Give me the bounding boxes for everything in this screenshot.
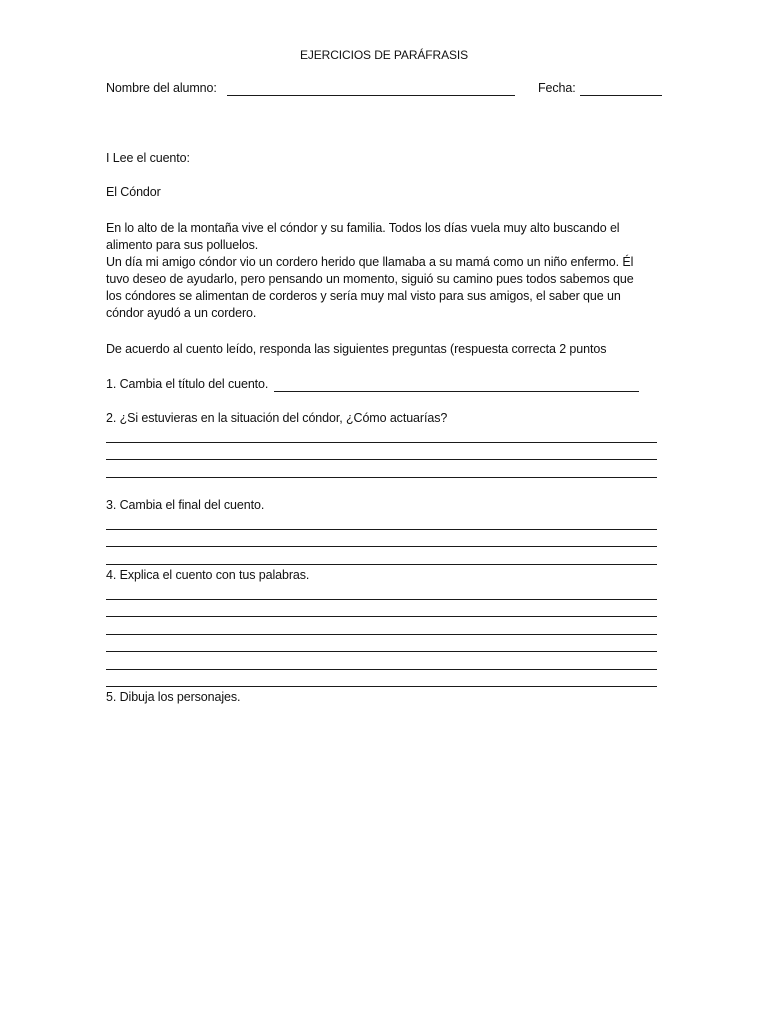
answer-line-q3[interactable] xyxy=(106,529,657,530)
story-line: cóndor ayudó a un cordero. xyxy=(106,306,257,320)
story-line: tuvo deseo de ayudarlo, pero pensando un momento, siguió su camino pues todos sabemos que xyxy=(106,272,634,286)
answer-line-q1[interactable] xyxy=(274,391,639,392)
story-body xyxy=(106,220,666,322)
answer-line-q2[interactable] xyxy=(106,477,657,478)
student-name-field[interactable] xyxy=(227,95,515,96)
answer-line-q4[interactable] xyxy=(106,616,657,617)
question-2: 2. ¿Si estuvieras en la situación del cóndor, ¿Cómo actuarías? xyxy=(106,411,448,425)
instructions: De acuerdo al cuento leído, responda las siguientes preguntas (respuesta correcta 2 puntos xyxy=(106,342,607,356)
story-line: En lo alto de la montaña vive el cóndor y su familia. Todos los días vuela muy alto buscando el xyxy=(106,221,620,235)
story-line: los cóndores se alimentan de corderos y sería muy mal visto para sus amigos, el saber que un xyxy=(106,289,621,303)
question-5: 5. Dibuja los personajes. xyxy=(106,690,241,704)
student-name-label: Nombre del alumno: xyxy=(106,81,217,95)
answer-line-q2[interactable] xyxy=(106,459,657,460)
answer-line-q4[interactable] xyxy=(106,669,657,670)
date-label: Fecha: xyxy=(538,81,576,95)
answer-line-q4[interactable] xyxy=(106,634,657,635)
answer-line-q3[interactable] xyxy=(106,546,657,547)
date-field[interactable] xyxy=(580,95,662,96)
question-4: 4. Explica el cuento con tus palabras. xyxy=(106,568,310,582)
question-1: 1. Cambia el título del cuento. xyxy=(106,377,269,391)
story-line: alimento para sus polluelos. xyxy=(106,238,259,252)
section-heading: I Lee el cuento: xyxy=(106,151,190,165)
answer-line-q2[interactable] xyxy=(106,442,657,443)
page-title: EJERCICIOS DE PARÁFRASIS xyxy=(299,48,469,62)
story-title: El Cóndor xyxy=(106,185,161,199)
answer-line-q4[interactable] xyxy=(106,686,657,687)
story-line: Un día mi amigo cóndor vio un cordero herido que llamaba a su mamá como un niño enfermo. Él xyxy=(106,255,634,269)
question-3: 3. Cambia el final del cuento. xyxy=(106,498,265,512)
answer-line-q4[interactable] xyxy=(106,651,657,652)
answer-line-q3[interactable] xyxy=(106,564,657,565)
answer-line-q4[interactable] xyxy=(106,599,657,600)
